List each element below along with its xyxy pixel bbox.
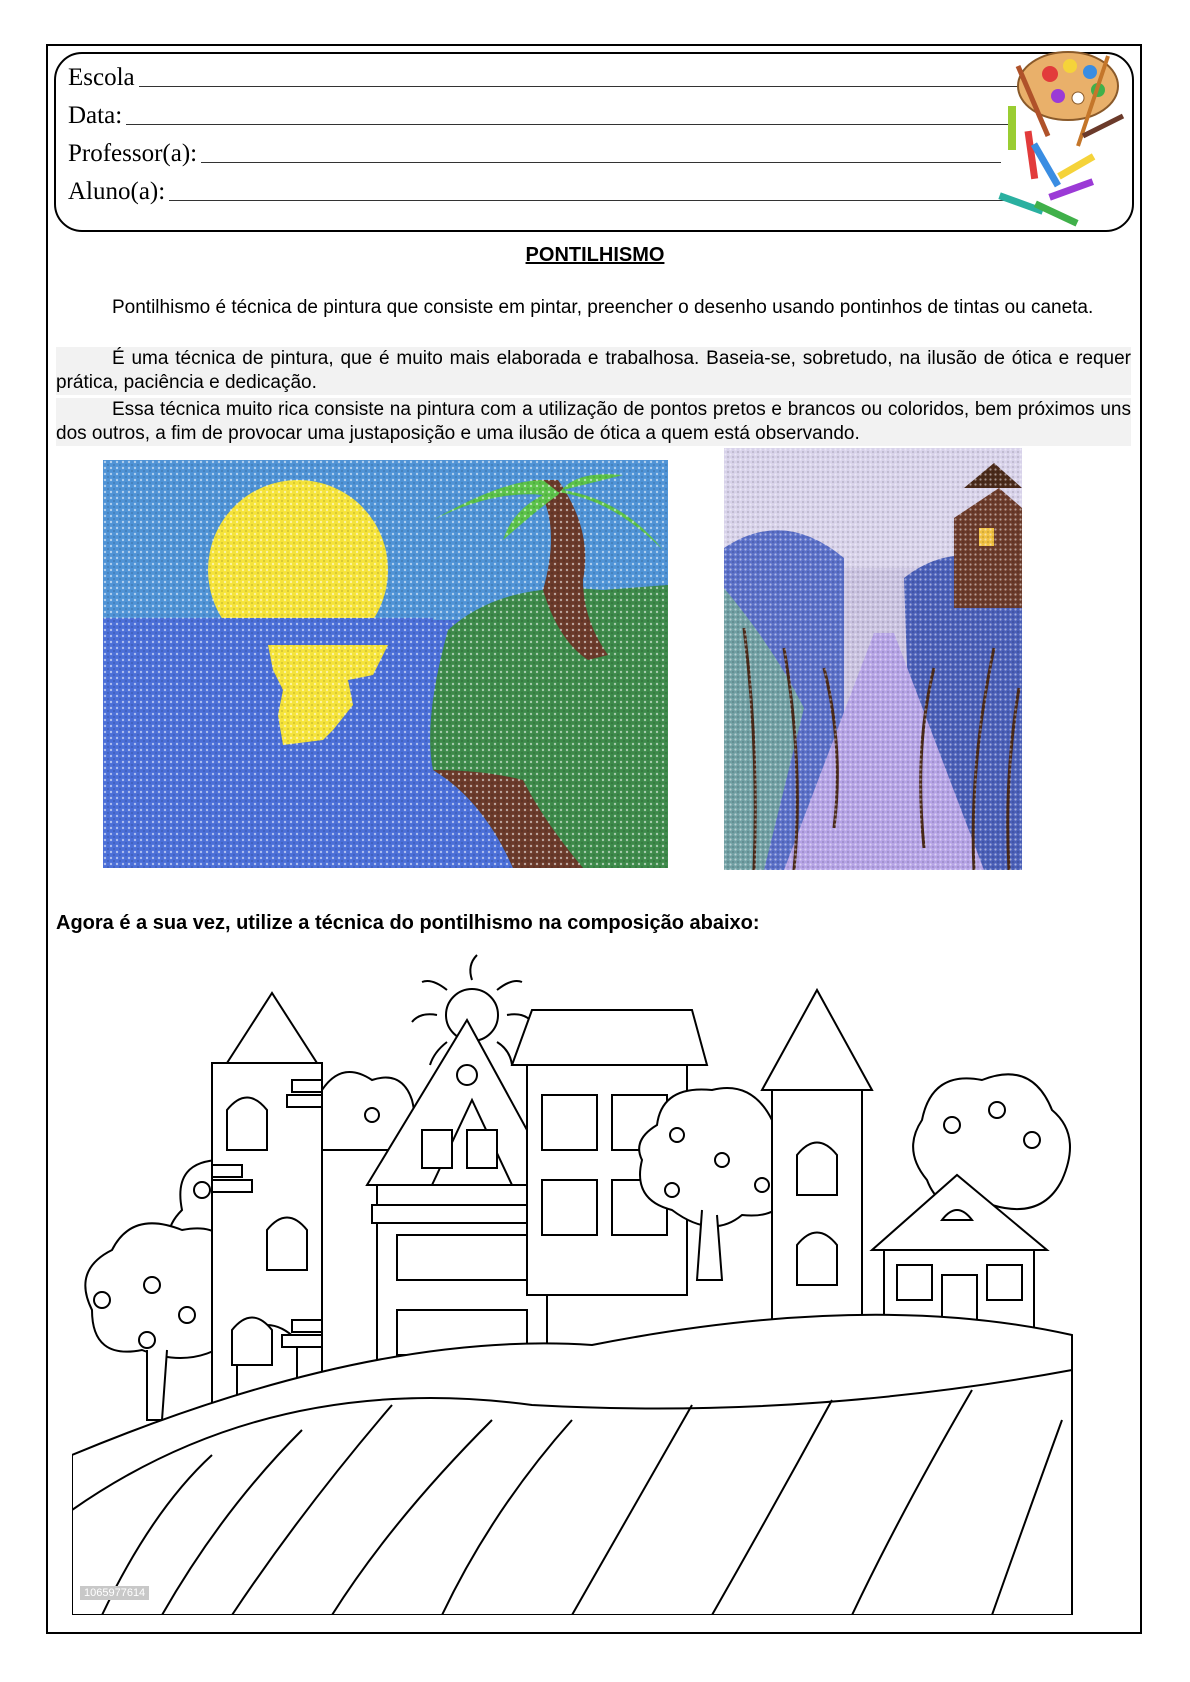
answer-line[interactable] <box>139 86 1039 87</box>
field-professor[interactable] <box>68 140 1001 168</box>
field-label: Professor(a): <box>68 140 198 167</box>
activity-instruction: Agora é a sua vez, utilize a técnica do pontilhismo na composição abaixo: <box>56 912 760 934</box>
pointillism-path-image <box>724 448 1022 870</box>
page-title: PONTILHISMO <box>525 244 665 266</box>
field-aluno[interactable] <box>68 178 1009 206</box>
field-label: Data: <box>68 102 123 129</box>
paint-palette-icon <box>998 46 1128 231</box>
answer-line[interactable] <box>126 124 1016 125</box>
coloring-drawing-houses[interactable] <box>72 950 1132 1615</box>
field-data[interactable] <box>68 102 1016 130</box>
image-watermark: 1065977614 <box>80 1586 149 1600</box>
answer-line[interactable] <box>201 162 1001 163</box>
paragraph-1 <box>56 296 1131 320</box>
paragraph-3 <box>56 398 1131 446</box>
field-label: Escola <box>68 64 135 91</box>
paragraph-text: Pontilhismo é técnica de pintura que consiste em pintar, preencher o desenho usando pontinhos de tintas ou caneta. <box>112 297 1094 318</box>
answer-line[interactable] <box>169 200 1009 201</box>
identification-header <box>54 52 1134 232</box>
paragraph-text: É uma técnica de pintura, que é muito mais elaborada e trabalhosa. Baseia-se, sobretudo, na ilusão de ótica e requer prática, paciência e dedicação. <box>56 348 1131 393</box>
paragraph-2 <box>56 347 1131 395</box>
paragraph-text: Essa técnica muito rica consiste na pintura com a utilização de pontos pretos e brancos ou coloridos, bem próximos uns dos outros, a fim de provocar uma justaposição e uma ilusão de ótica a quem está observando. <box>56 399 1131 444</box>
field-escola[interactable] <box>68 64 1039 92</box>
field-label: Aluno(a): <box>68 178 166 205</box>
pointillism-sunset-image <box>103 460 668 868</box>
